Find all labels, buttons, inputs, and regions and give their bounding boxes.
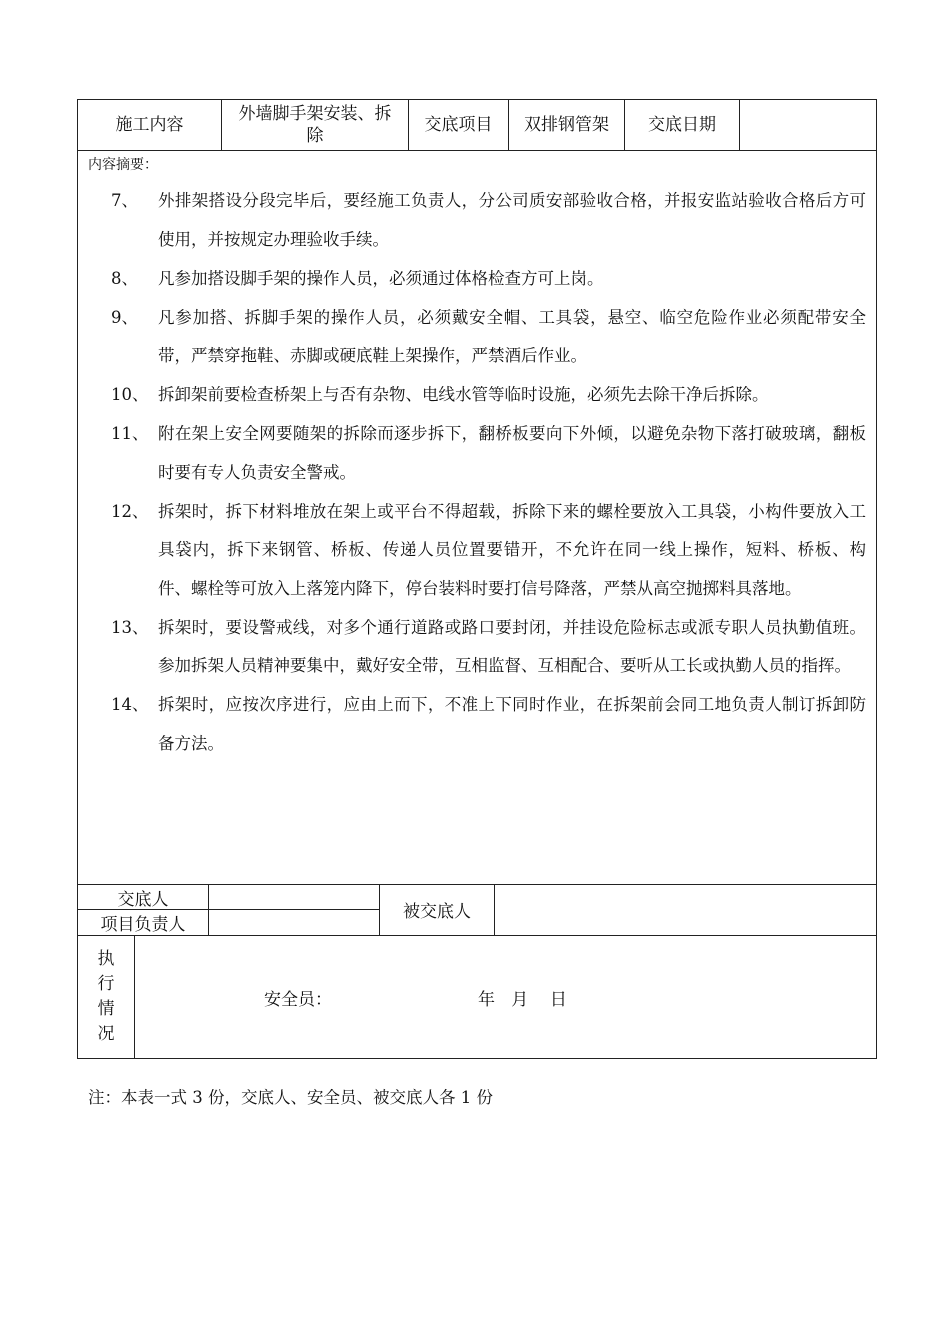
construction-value: 外墙脚手架安装、拆除 bbox=[222, 100, 409, 150]
discloser-signature-field[interactable] bbox=[209, 884, 379, 910]
execution-label-char: 行 bbox=[97, 973, 115, 994]
date-label: 交底日期 bbox=[625, 100, 740, 150]
item-text: 拆架时，应按次序进行，应由上而下，不准上下同时作业，在拆架前会同工地负责人制订拆卸防备方法。 bbox=[158, 695, 866, 753]
list-item bbox=[111, 260, 866, 299]
item-text: 附在架上安全网要随架的拆除而逐步拆下，翻桥板要向下外倾，以避免杂物下落打破玻璃，翻板时要有专人负责安全警戒。 bbox=[158, 424, 866, 482]
recipient-label: 被交底人 bbox=[403, 902, 471, 922]
list-item bbox=[111, 493, 866, 609]
manager-signature-field[interactable] bbox=[209, 910, 379, 935]
execution-date: 年 月 日 bbox=[478, 990, 567, 1010]
divider bbox=[494, 884, 495, 935]
item-value: 双排钢管架 bbox=[509, 100, 625, 150]
item-number: 9、 bbox=[111, 307, 138, 327]
list-item bbox=[111, 686, 866, 763]
execution-label-char: 况 bbox=[97, 1023, 115, 1044]
execution-label bbox=[78, 935, 135, 1058]
item-number: 11、 bbox=[111, 424, 149, 443]
execution-label-char: 执 bbox=[97, 948, 115, 969]
item-label: 交底项目 bbox=[409, 100, 509, 150]
recipient-signature-field[interactable] bbox=[495, 884, 876, 935]
signature-section bbox=[77, 884, 877, 936]
summary-label: 内容摘要： bbox=[88, 157, 158, 173]
divider bbox=[78, 909, 379, 910]
item-text: 拆架时，要设警戒线，对多个通行道路或路口要封闭，并挂设危险标志或派专职人员执勤值班。参加拆架人员精神要集中，戴好安全带，互相监督、互相配合、要听从工长或执勤人员的指挥。 bbox=[158, 617, 866, 675]
item-number: 8、 bbox=[111, 268, 138, 288]
divider bbox=[379, 884, 380, 935]
item-text: 拆架时，拆下材料堆放在架上或平台不得超载，拆除下来的螺栓要放入工具袋，小构件要放入工具袋内，拆下来钢管、桥板、传递人员位置要错开，不允许在同一线上操作，短料、桥板、构件、螺栓等可放入上落笼内降下，停台装料时要打信号降落，严禁从高空抛掷料具落地。 bbox=[158, 501, 866, 598]
item-number: 13、 bbox=[111, 617, 149, 637]
item-text: 拆卸架前要检查桥架上与否有杂物、电线水管等临时设施，必须先去除干净后拆除。 bbox=[158, 385, 769, 404]
discloser-label: 交底人 bbox=[117, 889, 169, 910]
list-item bbox=[111, 609, 866, 686]
list-item bbox=[111, 376, 866, 415]
item-text: 凡参加搭设脚手架的操作人员，必须通过体格检查方可上岗。 bbox=[158, 268, 604, 288]
item-text: 外排架搭设分段完毕后，要经施工负责人，分公司质安部验收合格，并报安监站验收合格后方可使用，并按规定办理验收手续。 bbox=[158, 191, 866, 249]
item-text: 凡参加搭、拆脚手架的操作人员，必须戴安全帽、工具袋，悬空、临空危险作业必须配带安全带，严禁穿拖鞋、赤脚或硬底鞋上架操作，严禁酒后作业。 bbox=[158, 307, 866, 365]
execution-section bbox=[77, 935, 877, 1059]
execution-label-char: 情 bbox=[97, 998, 115, 1019]
list-item bbox=[111, 299, 866, 376]
content-summary-section bbox=[77, 150, 877, 885]
safety-officer-label: 安全员： bbox=[264, 990, 332, 1010]
item-list bbox=[111, 182, 866, 764]
construction-label: 施工内容 bbox=[78, 100, 222, 150]
item-number: 10、 bbox=[111, 385, 149, 404]
item-number: 7、 bbox=[111, 191, 138, 210]
date-value bbox=[740, 100, 876, 150]
list-item bbox=[111, 415, 866, 492]
footer-note: 注：本表一式 3 份，交底人、安全员、被交底人各 1 份 bbox=[88, 1088, 493, 1107]
item-number: 12、 bbox=[111, 501, 149, 521]
item-number: 14、 bbox=[111, 695, 149, 714]
header-row bbox=[77, 99, 877, 151]
list-item bbox=[111, 182, 866, 259]
manager-label: 项目负责人 bbox=[100, 915, 186, 935]
